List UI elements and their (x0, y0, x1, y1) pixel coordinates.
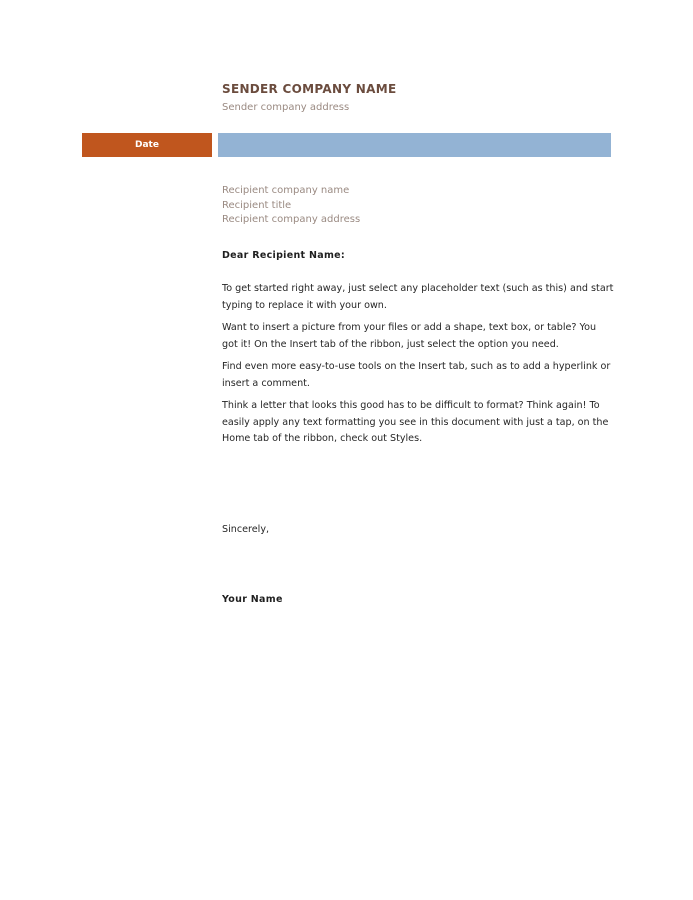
salutation[interactable]: Dear Recipient Name: (222, 250, 345, 261)
sender-company-address[interactable]: Sender company address (222, 102, 350, 113)
body-paragraph[interactable]: To get started right away, just select any placeholder text (such as this) and start typing to replace it with your own. (222, 283, 614, 311)
signature-name[interactable]: Your Name (222, 594, 283, 605)
closing[interactable]: Sincerely, (222, 524, 270, 535)
recipient-company-address[interactable]: Recipient company address (222, 214, 361, 225)
recipient-company-name[interactable]: Recipient company name (222, 185, 350, 196)
body-paragraph[interactable]: Think a letter that looks this good has to be difficult to format? Think again! To easily apply any text formatting you see in this document with just a tap, on the Home tab of the ribbon, check out Styles. (222, 400, 609, 444)
body-paragraph[interactable]: Want to insert a picture from your files or add a shape, text box, or table? You got it! On the Insert tab of the ribbon, just select the option you need. (222, 322, 597, 350)
date-field[interactable]: Date (82, 133, 212, 157)
recipient-block (222, 184, 360, 228)
letter-body (222, 281, 614, 454)
sender-company-name[interactable]: SENDER COMPANY NAME (222, 82, 397, 96)
recipient-title[interactable]: Recipient title (222, 199, 292, 211)
header-accent-band (218, 133, 611, 157)
body-paragraph[interactable]: Find even more easy-to-use tools on the Insert tab, such as to add a hyperlink or insert a comment. (222, 361, 611, 389)
